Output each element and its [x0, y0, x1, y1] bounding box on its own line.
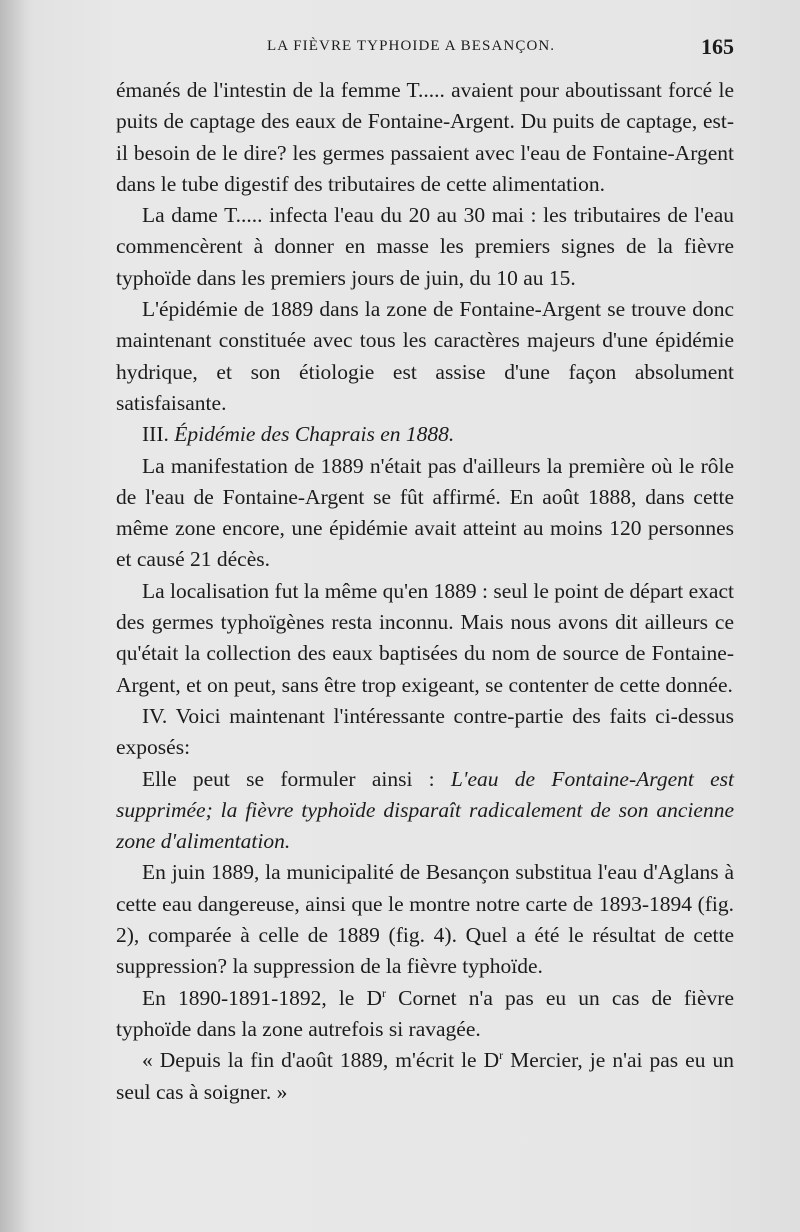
mercier-text-start: « Depuis la fin d'août 1889, m'écrit le D	[142, 1048, 500, 1073]
formulation-lead: Elle peut se formuler ainsi :	[142, 766, 451, 791]
paragraph-epidemic-1889: L'épidémie de 1889 dans la zone de Fontaine-Argent se trouve donc maintenant constituée avec tous les caractères majeurs d'une épidémie hydrique, et son étiologie est assise d'une façon absolument satisfaisante.	[116, 297, 734, 415]
running-title: LA FIÈVRE TYPHOIDE A BESANÇON.	[267, 38, 556, 54]
paragraph-cornet	[116, 983, 734, 1046]
page-number: 165	[701, 34, 734, 59]
section-title: Épidémie des Chaprais en 1888.	[174, 422, 455, 447]
doctor-abbrev-sup: r	[382, 985, 386, 1000]
paragraph-infection-dates: La dame T..... infecta l'eau du 20 au 30 mai : les tributaires de l'eau commencèrent à donner en masse les premiers signes de la fièvre typhoïde dans les premiers jours de juin, du 10 au 15.	[116, 203, 734, 290]
paragraph-substitution: En juin 1889, la municipalité de Besançon substitua l'eau d'Aglans à cette eau dangereuse, ainsi que le montre notre carte de 1893-1894 (fig. 2), comparée à celle de 1889 (fig. 4). Quel a été le résultat de cette suppression? la suppression de la fièvre typhoïde.	[116, 860, 734, 979]
formulation-quote: L'eau de Fontaine-Argent est supprimée; la fièvre typhoïde disparaît radicalement de son ancienne zone d'alimentation.	[116, 766, 734, 854]
paragraph-section-iv: IV. Voici maintenant l'intéressante contre-partie des faits ci-dessus exposés:	[116, 703, 734, 760]
cornet-text-end: Cornet n'a pas eu un cas de fièvre typhoïde dans la zone autrefois si ravagée.	[116, 985, 734, 1041]
running-header	[112, 36, 734, 64]
section-number: III.	[142, 422, 169, 447]
paragraph-continuation: émanés de l'intestin de la femme T..... avaient pour aboutissant forcé le puits de captage des eaux de Fontaine-Argent. Du puits de captage, est-il besoin de le dire? les germes passaient avec l'eau de Fontaine-Argent dans le tube digestif des tributaires de cette alimentation.	[116, 78, 734, 196]
paragraph-manifestation-1888: La manifestation de 1889 n'était pas d'ailleurs la première où le rôle de l'eau de Fontaine-Argent se fût affirmé. En août 1888, dans cette même zone encore, une épidémie avait atteint au moins 120 personnes et causé 21 décès.	[116, 453, 734, 572]
doctor-abbrev-sup: r	[499, 1048, 504, 1063]
paragraph-mercier-quote	[116, 1045, 734, 1108]
paragraph-formulation	[116, 764, 734, 858]
paragraph-localisation: La localisation fut la même qu'en 1889 : seul le point de départ exact des germes typhoïgènes resta inconnu. Mais nous avons dit ailleurs ce qu'était la collection des eaux baptisées du nom de source de Fontaine-Argent, et on peut, sans être trop exigeant, se contenter de cette donnée.	[116, 578, 734, 697]
section-heading-iii	[116, 419, 734, 450]
cornet-text-start: En 1890-1891-1892, le D	[142, 985, 382, 1010]
body-text	[116, 75, 734, 1108]
mercier-text-end: Mercier, je n'ai pas eu un seul cas à soigner. »	[116, 1048, 734, 1104]
